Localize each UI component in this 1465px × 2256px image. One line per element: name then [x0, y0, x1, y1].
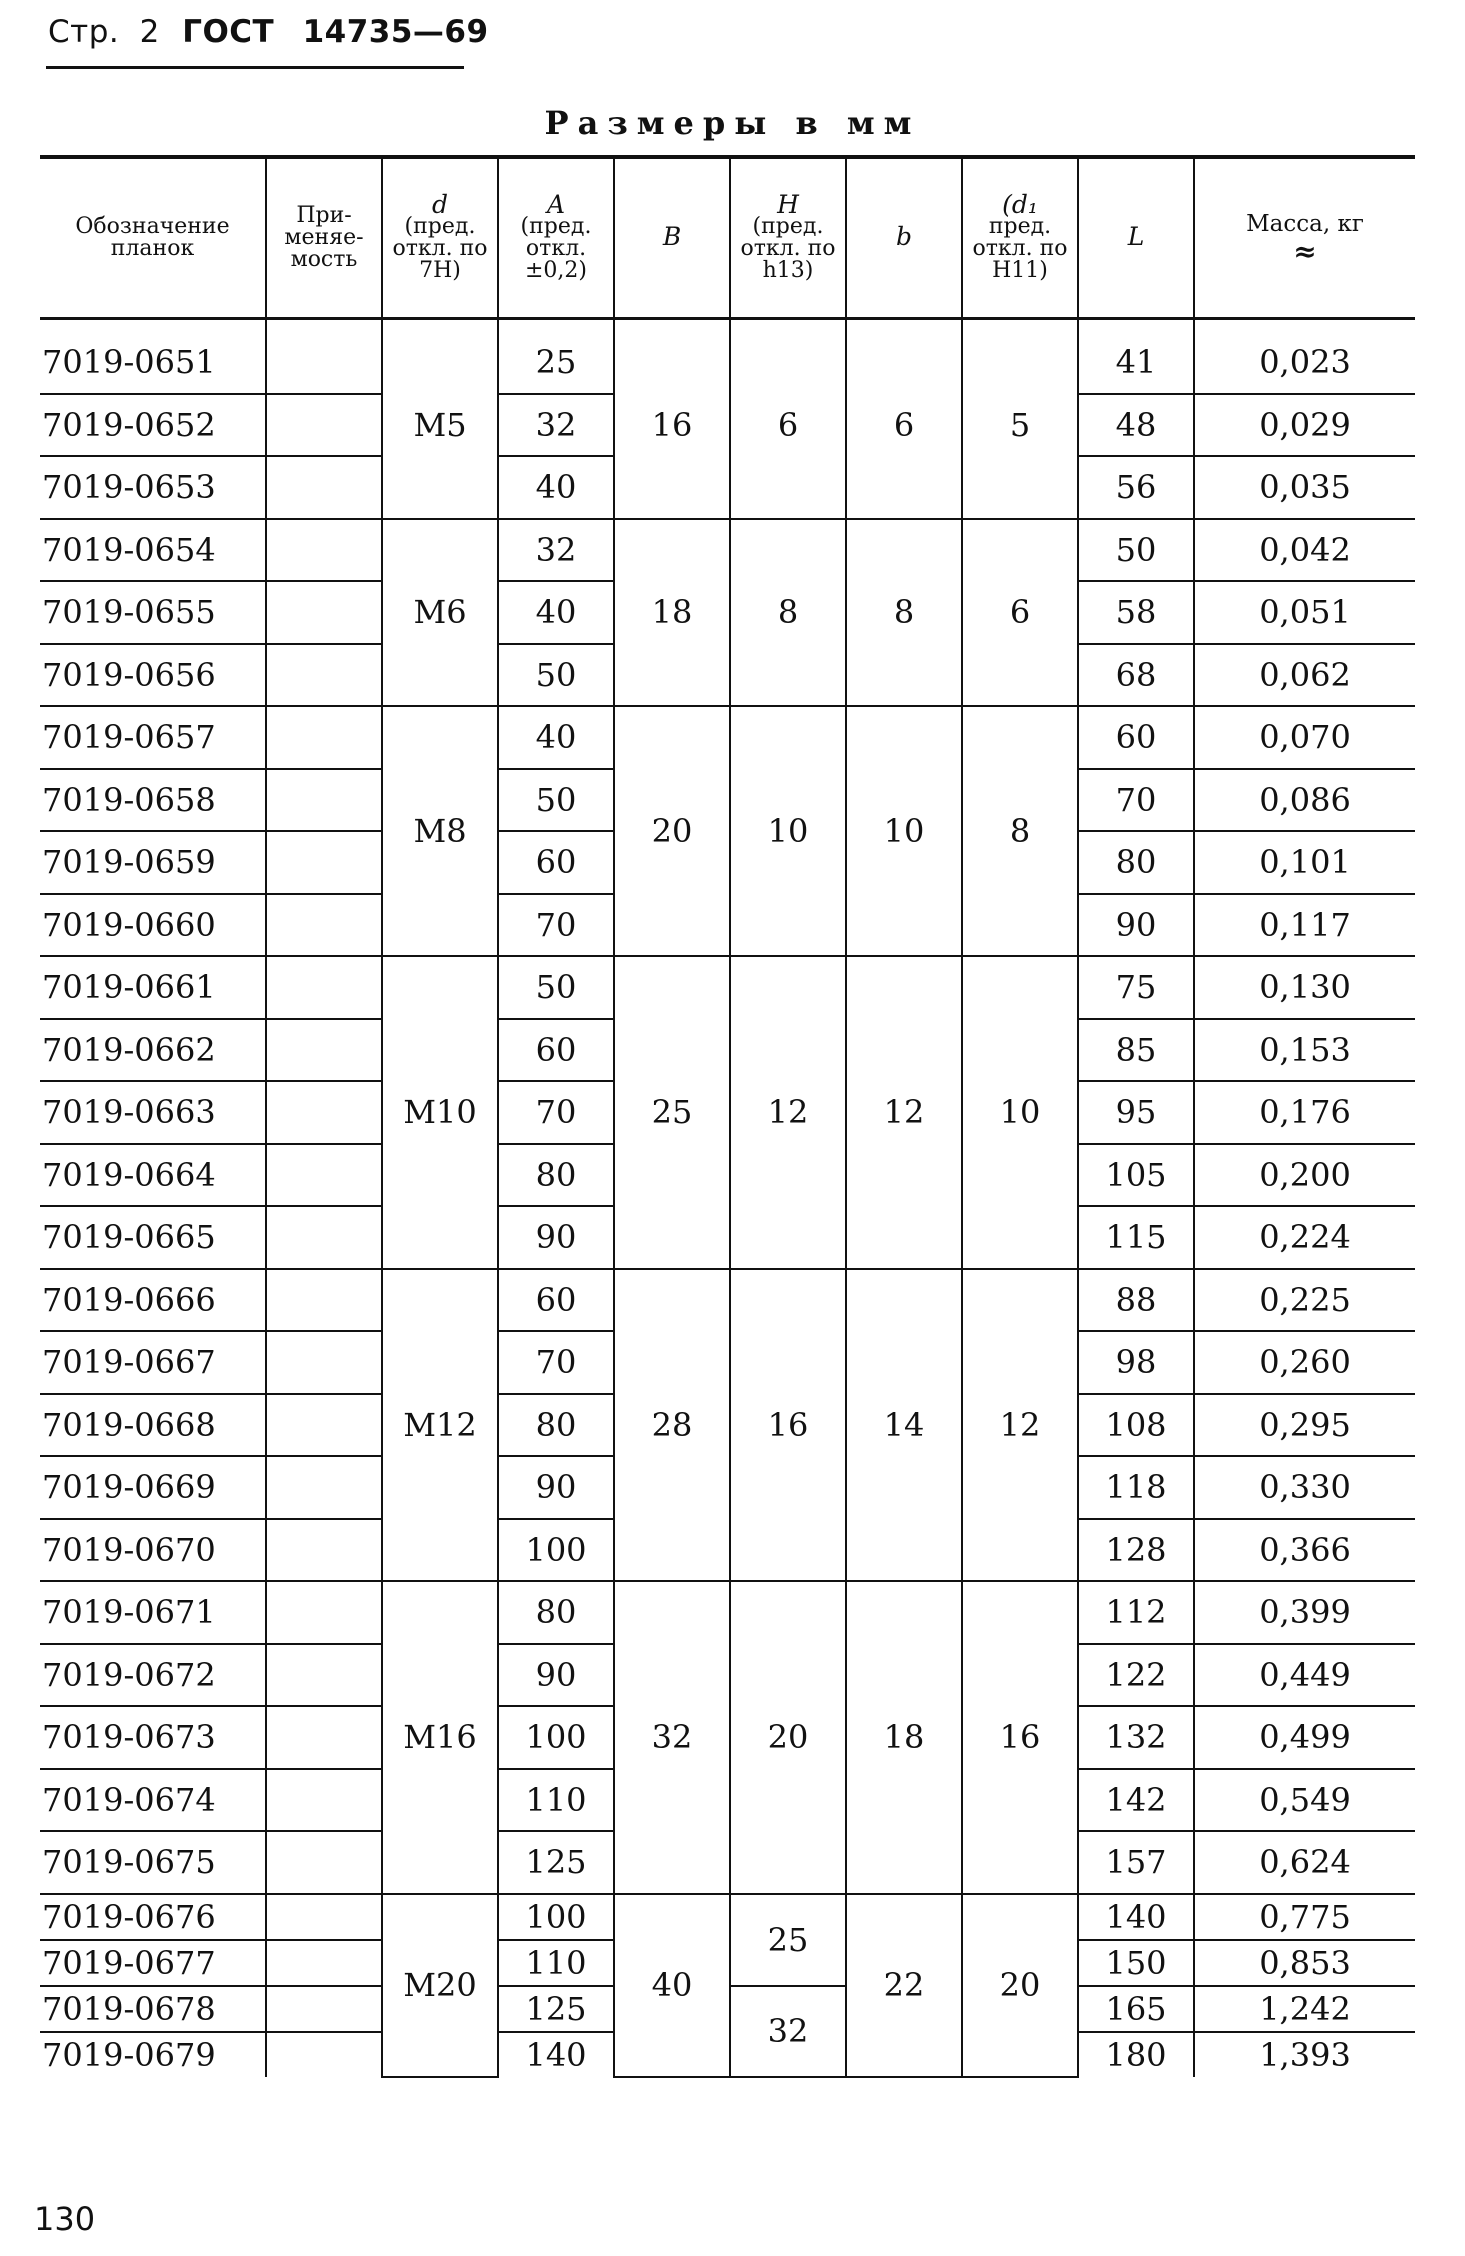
cell-applicability [266, 1331, 382, 1394]
cell-applicability [266, 1206, 382, 1269]
cell-d: М6 [382, 519, 498, 707]
cell-designation: 7019-0669 [40, 1456, 266, 1519]
cell-a: 125 [498, 1986, 614, 2032]
cell-d1: 6 [962, 519, 1078, 707]
col-b-small: b [846, 157, 962, 319]
col-h: H (пред. откл. по h13) [730, 157, 846, 319]
page-header [48, 14, 489, 50]
cell-l: 56 [1078, 456, 1194, 519]
cell-mass: 0,101 [1194, 831, 1415, 894]
table-row [40, 1894, 1415, 1940]
cell-a: 40 [498, 581, 614, 644]
cell-b-small: 14 [846, 1269, 962, 1582]
cell-mass: 0,062 [1194, 644, 1415, 707]
cell-a: 100 [498, 1519, 614, 1582]
header-number: 14735—69 [302, 14, 489, 50]
cell-d1: 5 [962, 332, 1078, 519]
cell-designation: 7019-0652 [40, 394, 266, 457]
cell-applicability [266, 644, 382, 707]
cell-h: 16 [730, 1269, 846, 1582]
cell-l: 68 [1078, 644, 1194, 707]
cell-applicability [266, 1269, 382, 1332]
cell-mass: 0,042 [1194, 519, 1415, 582]
cell-applicability [266, 1986, 382, 2032]
cell-l: 128 [1078, 1519, 1194, 1582]
cell-a: 110 [498, 1940, 614, 1986]
cell-a: 25 [498, 332, 614, 394]
page-number: 130 [34, 2200, 96, 2238]
cell-b: 40 [614, 1894, 730, 2077]
cell-l: 118 [1078, 1456, 1194, 1519]
cell-b: 28 [614, 1269, 730, 1582]
cell-h: 32 [730, 1986, 846, 2077]
cell-mass: 0,070 [1194, 706, 1415, 769]
table-row [40, 1269, 1415, 1332]
cell-l: 75 [1078, 956, 1194, 1019]
cell-a: 80 [498, 1581, 614, 1644]
cell-designation: 7019-0662 [40, 1019, 266, 1082]
cell-mass: 0,399 [1194, 1581, 1415, 1644]
cell-l: 115 [1078, 1206, 1194, 1269]
header-page: 2 [139, 14, 160, 50]
cell-designation: 7019-0654 [40, 519, 266, 582]
cell-applicability [266, 956, 382, 1019]
cell-b-small: 6 [846, 332, 962, 519]
cell-a: 125 [498, 1831, 614, 1894]
cell-a: 32 [498, 394, 614, 457]
cell-b: 20 [614, 706, 730, 956]
cell-mass: 0,449 [1194, 1644, 1415, 1707]
cell-d: М12 [382, 1269, 498, 1582]
cell-mass: 0,624 [1194, 1831, 1415, 1894]
cell-applicability [266, 1394, 382, 1457]
cell-a: 110 [498, 1769, 614, 1832]
cell-a: 40 [498, 456, 614, 519]
col-l: L [1078, 157, 1194, 319]
cell-designation: 7019-0679 [42, 2035, 216, 2074]
header-prefix: Стр. [48, 14, 120, 50]
cell-applicability [266, 2032, 382, 2077]
cell-designation: 7019-0657 [40, 706, 266, 769]
cell-a: 90 [498, 1456, 614, 1519]
cell-h: 6 [730, 332, 846, 519]
cell-l: 58 [1078, 581, 1194, 644]
col-designation: Обозначение планок [40, 157, 266, 319]
cell-applicability [266, 519, 382, 582]
cell-l: 142 [1078, 1769, 1194, 1832]
cell-applicability [266, 1456, 382, 1519]
col-d1: (d₁ пред. откл. по H11) [962, 157, 1078, 319]
cell-a: 50 [498, 769, 614, 832]
cell-mass: 0,035 [1194, 456, 1415, 519]
table-header-row [40, 157, 1415, 319]
cell-a: 40 [498, 706, 614, 769]
cell-applicability [266, 1940, 382, 1986]
cell-applicability [266, 1019, 382, 1082]
cell-designation: 7019-0656 [40, 644, 266, 707]
table-row [40, 1581, 1415, 1644]
cell-applicability [266, 1831, 382, 1894]
cell-l: 132 [1078, 1706, 1194, 1769]
cell-designation: 7019-0661 [40, 956, 266, 1019]
cell-mass: 1,242 [1194, 1986, 1415, 2032]
cell-applicability [266, 831, 382, 894]
spacer-row [40, 319, 1415, 333]
cell-designation: 7019-0663 [40, 1081, 266, 1144]
cell-h: 20 [730, 1581, 846, 1894]
cell-applicability [266, 1581, 382, 1644]
cell-applicability [266, 1081, 382, 1144]
col-mass: Масса, кг ≈ [1194, 157, 1415, 319]
cell-designation: 7019-0674 [40, 1769, 266, 1832]
cell-applicability [266, 1644, 382, 1707]
cell-d1: 12 [962, 1269, 1078, 1582]
cell-l: 60 [1078, 706, 1194, 769]
cell-designation: 7019-0651 [40, 332, 266, 394]
cell-b: 16 [614, 332, 730, 519]
cell-designation: 7019-0660 [40, 894, 266, 957]
cell-a: 100 [498, 1894, 614, 1940]
cell-l: 108 [1078, 1394, 1194, 1457]
cell-mass: 0,086 [1194, 769, 1415, 832]
cell-a: 60 [498, 1269, 614, 1332]
cell-l: 180 [1078, 2032, 1194, 2077]
header-underline [46, 66, 464, 69]
cell-applicability [266, 1519, 382, 1582]
col-applicability: При-меняе-мость [266, 157, 382, 319]
cell-designation: 7019-0653 [40, 456, 266, 519]
cell-l: 112 [1078, 1581, 1194, 1644]
table-row [40, 956, 1415, 1019]
cell-designation: 7019-0659 [40, 831, 266, 894]
cell-a: 80 [498, 1144, 614, 1207]
table-body [40, 319, 1415, 2077]
col-d: d (пред. откл. по 7Н) [382, 157, 498, 319]
cell-mass: 0,260 [1194, 1331, 1415, 1394]
cell-l: 80 [1078, 831, 1194, 894]
table-title: Размеры в мм [544, 104, 921, 142]
table-row [40, 519, 1415, 582]
cell-mass: 0,029 [1194, 394, 1415, 457]
header-standard: ГОСТ [182, 14, 275, 50]
cell-a: 70 [498, 1331, 614, 1394]
table-row [40, 332, 1415, 394]
cell-applicability [266, 1894, 382, 1940]
cell-a: 90 [498, 1644, 614, 1707]
cell-designation: 7019-0668 [40, 1394, 266, 1457]
cell-mass: 0,153 [1194, 1019, 1415, 1082]
cell-mass: 0,023 [1194, 332, 1415, 394]
cell-mass: 0,295 [1194, 1394, 1415, 1457]
cell-d: М8 [382, 706, 498, 956]
cell-designation: 7019-0678 [40, 1986, 266, 2032]
cell-designation: 7019-0671 [40, 1581, 266, 1644]
cell-b-small: 12 [846, 956, 962, 1269]
cell-mass: 0,366 [1194, 1519, 1415, 1582]
cell-l: 105 [1078, 1144, 1194, 1207]
cell-b-small: 18 [846, 1581, 962, 1894]
cell-designation: 7019-0677 [40, 1940, 266, 1986]
cell-mass: 0,549 [1194, 1769, 1415, 1832]
cell-designation: 7019-0658 [40, 769, 266, 832]
cell-a: 140 [498, 2032, 614, 2077]
dimensions-table [40, 155, 1415, 2078]
cell-applicability [266, 581, 382, 644]
cell-a: 80 [498, 1394, 614, 1457]
cell-b-small: 8 [846, 519, 962, 707]
cell-b-small: 22 [846, 1894, 962, 2077]
cell-d: М5 [382, 332, 498, 519]
cell-a: 70 [498, 1081, 614, 1144]
cell-a: 50 [498, 644, 614, 707]
cell-designation: 7019-0675 [40, 1831, 266, 1894]
cell-l: 90 [1078, 894, 1194, 957]
cell-l: 165 [1078, 1986, 1194, 2032]
cell-h: 12 [730, 956, 846, 1269]
cell-mass: 0,853 [1194, 1940, 1415, 1986]
cell-a: 60 [498, 831, 614, 894]
col-a: A (пред. откл. ±0,2) [498, 157, 614, 319]
cell-l: 50 [1078, 519, 1194, 582]
cell-a: 90 [498, 1206, 614, 1269]
cell-a: 70 [498, 894, 614, 957]
cell-h: 8 [730, 519, 846, 707]
cell-a: 60 [498, 1019, 614, 1082]
cell-b-small: 10 [846, 706, 962, 956]
cell-applicability [266, 769, 382, 832]
cell-mass: 0,176 [1194, 1081, 1415, 1144]
cell-b: 18 [614, 519, 730, 707]
cell-d: М20 [382, 1894, 498, 2077]
cell-a: 100 [498, 1706, 614, 1769]
cell-h: 10 [730, 706, 846, 956]
cell-d1: 20 [962, 1894, 1078, 2077]
cell-mass: 0,499 [1194, 1706, 1415, 1769]
cell-d1: 16 [962, 1581, 1078, 1894]
cell-mass: 0,224 [1194, 1206, 1415, 1269]
cell-h: 25 [730, 1894, 846, 1986]
cell-mass: 0,225 [1194, 1269, 1415, 1332]
cell-designation: 7019-0655 [40, 581, 266, 644]
cell-d1: 10 [962, 956, 1078, 1269]
cell-applicability [266, 706, 382, 769]
cell-mass: 0,130 [1194, 956, 1415, 1019]
cell-designation: 7019-0665 [40, 1206, 266, 1269]
cell-d: М16 [382, 1581, 498, 1894]
cell-applicability [266, 1706, 382, 1769]
cell-l: 85 [1078, 1019, 1194, 1082]
cell-l: 41 [1078, 332, 1194, 394]
cell-applicability [266, 394, 382, 457]
cell-l: 157 [1078, 1831, 1194, 1894]
cell-d1: 8 [962, 706, 1078, 956]
cell-l: 140 [1078, 1894, 1194, 1940]
cell-applicability [266, 456, 382, 519]
cell-mass: 0,330 [1194, 1456, 1415, 1519]
cell-applicability [266, 1144, 382, 1207]
cell-l: 122 [1078, 1644, 1194, 1707]
cell-designation: 7019-0676 [40, 1894, 266, 1940]
cell-designation: 7019-0664 [40, 1144, 266, 1207]
cell-designation: 7019-0667 [40, 1331, 266, 1394]
cell-a: 32 [498, 519, 614, 582]
cell-l: 98 [1078, 1331, 1194, 1394]
cell-b: 25 [614, 956, 730, 1269]
cell-d: М10 [382, 956, 498, 1269]
cell-l: 150 [1078, 1940, 1194, 1986]
cell-b: 32 [614, 1581, 730, 1894]
cell-l: 95 [1078, 1081, 1194, 1144]
cell-designation: 7019-0673 [40, 1706, 266, 1769]
cell-a: 50 [498, 956, 614, 1019]
cell-mass: 0,775 [1194, 1894, 1415, 1940]
table-row [40, 706, 1415, 769]
cell-l: 88 [1078, 1269, 1194, 1332]
col-b: B [614, 157, 730, 319]
cell-applicability [266, 332, 382, 394]
cell-applicability [266, 1769, 382, 1832]
cell-l: 70 [1078, 769, 1194, 832]
cell-mass: 0,117 [1194, 894, 1415, 957]
cell-designation: 7019-0670 [40, 1519, 266, 1582]
cell-designation: 7019-0666 [40, 1269, 266, 1332]
cell-applicability [266, 894, 382, 957]
cell-l: 48 [1078, 394, 1194, 457]
cell-mass: 1,393 [1194, 2032, 1415, 2077]
cell-mass: 0,051 [1194, 581, 1415, 644]
cell-mass: 0,200 [1194, 1144, 1415, 1207]
cell-designation: 7019-0672 [40, 1644, 266, 1707]
